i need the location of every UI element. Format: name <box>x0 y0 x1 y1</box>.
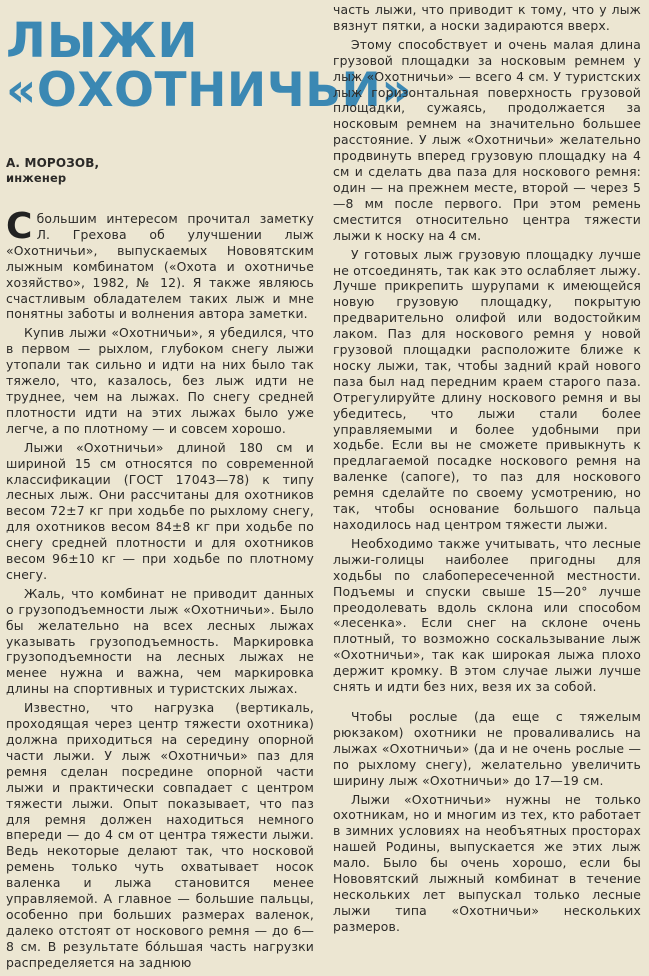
right-column <box>333 2 641 935</box>
drop-cap: С <box>6 206 33 247</box>
article-title <box>6 13 413 118</box>
author-role: инженер <box>6 171 67 185</box>
paragraph <box>6 206 314 322</box>
byline <box>6 156 314 186</box>
paragraph: Жаль, что комбинат не приводит данных о грузоподъемности лыж «Охотничьи». Было бы желательно на всех лесных лыжах указывать грузоподъемность. Маркировка грузоподъемности на лесных лыжах не менее нужна и важна, чем маркировка длины на спортивных и туристских лыжах. <box>6 585 314 697</box>
paragraph: Чтобы рослые (да еще с тяжелым рюкзаком) охотники не проваливались на лыжах «Охотничьи» (да и не очень рослые — по рыхлому снегу), желательно увеличить ширину лыж «Охотничьи» до 17—19 см. <box>333 708 641 788</box>
paragraph: Купив лыжи «Охотничьи», я убедился, что в первом — рыхлом, глубоком снегу лыжи утопали так сильно и идти на них было так тяжело, что, казалось, без лыж идти не труднее, чем на лыжах. По снегу средней плотности идти на этих лыжах было уже легче, а по плотному — и совсем хорошо. <box>6 325 314 436</box>
paragraph: Лыжи «Охотничьи» нужны не только охотникам, но и многим из тех, кто работает в зимних условиях на необъятных просторах нашей Родины, выпускается же этих лыж мало. Было бы очень хорошо, если бы Нововятский лыжный комбинат в течение нескольких лет выпускал только лесные лыжи типа «Охотничьи» нескольких размеров. <box>333 791 641 934</box>
paragraph: У готовых лыж грузовую площадку лучше не отсоединять, так как это ослабляет лыжу. Лучше прикрепить шурупами к имеющейся новую грузовую площадку, покрытую предварительно олифой или водостойким лаком. Паз для носкового ремня у новой грузовой площадки расположите ближе к носку лыжи, так, чтобы задний край нового паза был над передним краем старого паза. Отрегулируйте длину носкового ремня и вы убедитесь, что лыжи стали более управляемыми и более удобными при ходьбе. Если вы не сможете привыкнуть к предлагаемой посадке носкового ремня на валенке (сапоге), то паз для носкового ремня сделайте по своему усмотрению, но так, чтобы основание большого пальца находилось над центром тяжести лыжи. <box>333 246 641 532</box>
left-column <box>6 0 413 971</box>
paragraph: Известно, что нагрузка (вертикаль, проходящая через центр тяжести охотника) должна приходиться на середину опорной части лыжи. У лыж «Охотничьи» паз для ремня сделан посредине опорной части лыжи и практически совпадает с центром тяжести лыжи. Опыт показывает, что паз для ремня должен находиться немного впереди — до 4 см от центра тяжести лыжи. Ведь некоторые делают так, что носковой ремень только чуть охватывает носок валенка и лыжа становится менее управляемой. А главное — большие пальцы, особенно при больших размерах валенок, далеко отстоят от носкового ремня — до 6—8 см. В результате бо́льшая часть нагрузки распределяется на заднюю <box>6 700 314 970</box>
paragraph: Этому способствует и очень малая длина грузовой площадки за носковым ремнем у лыж «Охотничьи» — всего 4 см. У туристских лыж горизонтальная поверхность грузовой площадки, сужаясь, продолжается за носковым ремнем на значительно большее расстояние. У лыж «Охотничьи» желательно продвинуть вперед грузовую площадку на 4 см и сделать два паза для носкового ремня: один — на прежнем месте, второй — через 5—8 мм после первого. При этом ремень сместится относительно центра тяжести лыжи к носку на 4 см. <box>333 36 641 243</box>
title-line-2: «ОХОТНИЧЬИ» <box>6 63 413 118</box>
paragraph: Необходимо также учитывать, что лесные лыжи-голицы наиболее пригодны для ходьбы по слабопересеченной местности. Подъемы и спуски свыше 15—20° лучше преодолевать вдоль склона или способом «лесенка». Если снег на склоне очень плотный, то возможно соскальзывание лыж «Охотничьи», так как широкая лыжа плохо держит кромку. В этом случае лыжи лучше снять и идти без них, везя их за собой. <box>333 535 641 695</box>
paragraph: Лыжи «Охотничьи» длиной 180 см и шириной 15 см относятся по современной классификации (ГОСТ 17043—78) к типу лесных лыж. Они рассчитаны для охотников весом 72±7 кг при ходьбе по рыхлому снегу, для охотников весом 84±8 кг при ходьбе по снегу средней плотности и для охотников весом 96±10 кг — при ходьбе по плотному снегу. <box>6 439 314 582</box>
paragraph: часть лыжи, что приводит к тому, что у лыж вязнут пятки, а носки задираются вверх. <box>333 2 641 33</box>
title-line-1: ЛЫЖИ <box>6 13 199 69</box>
paragraph-text: большим интересом прочитал заметку Л. Грехова об улучшении лыж «Охотничьи», выпускаемых Нововятским лыжным комбинатом («Охота и охотничье хозяйство», 1982, № 12). Я также являюсь счастливым обладателем таких лыж и мне понятны заботы и волнения автора заметки. <box>6 211 314 322</box>
author-name: А. МОРОЗОВ, <box>6 156 100 170</box>
